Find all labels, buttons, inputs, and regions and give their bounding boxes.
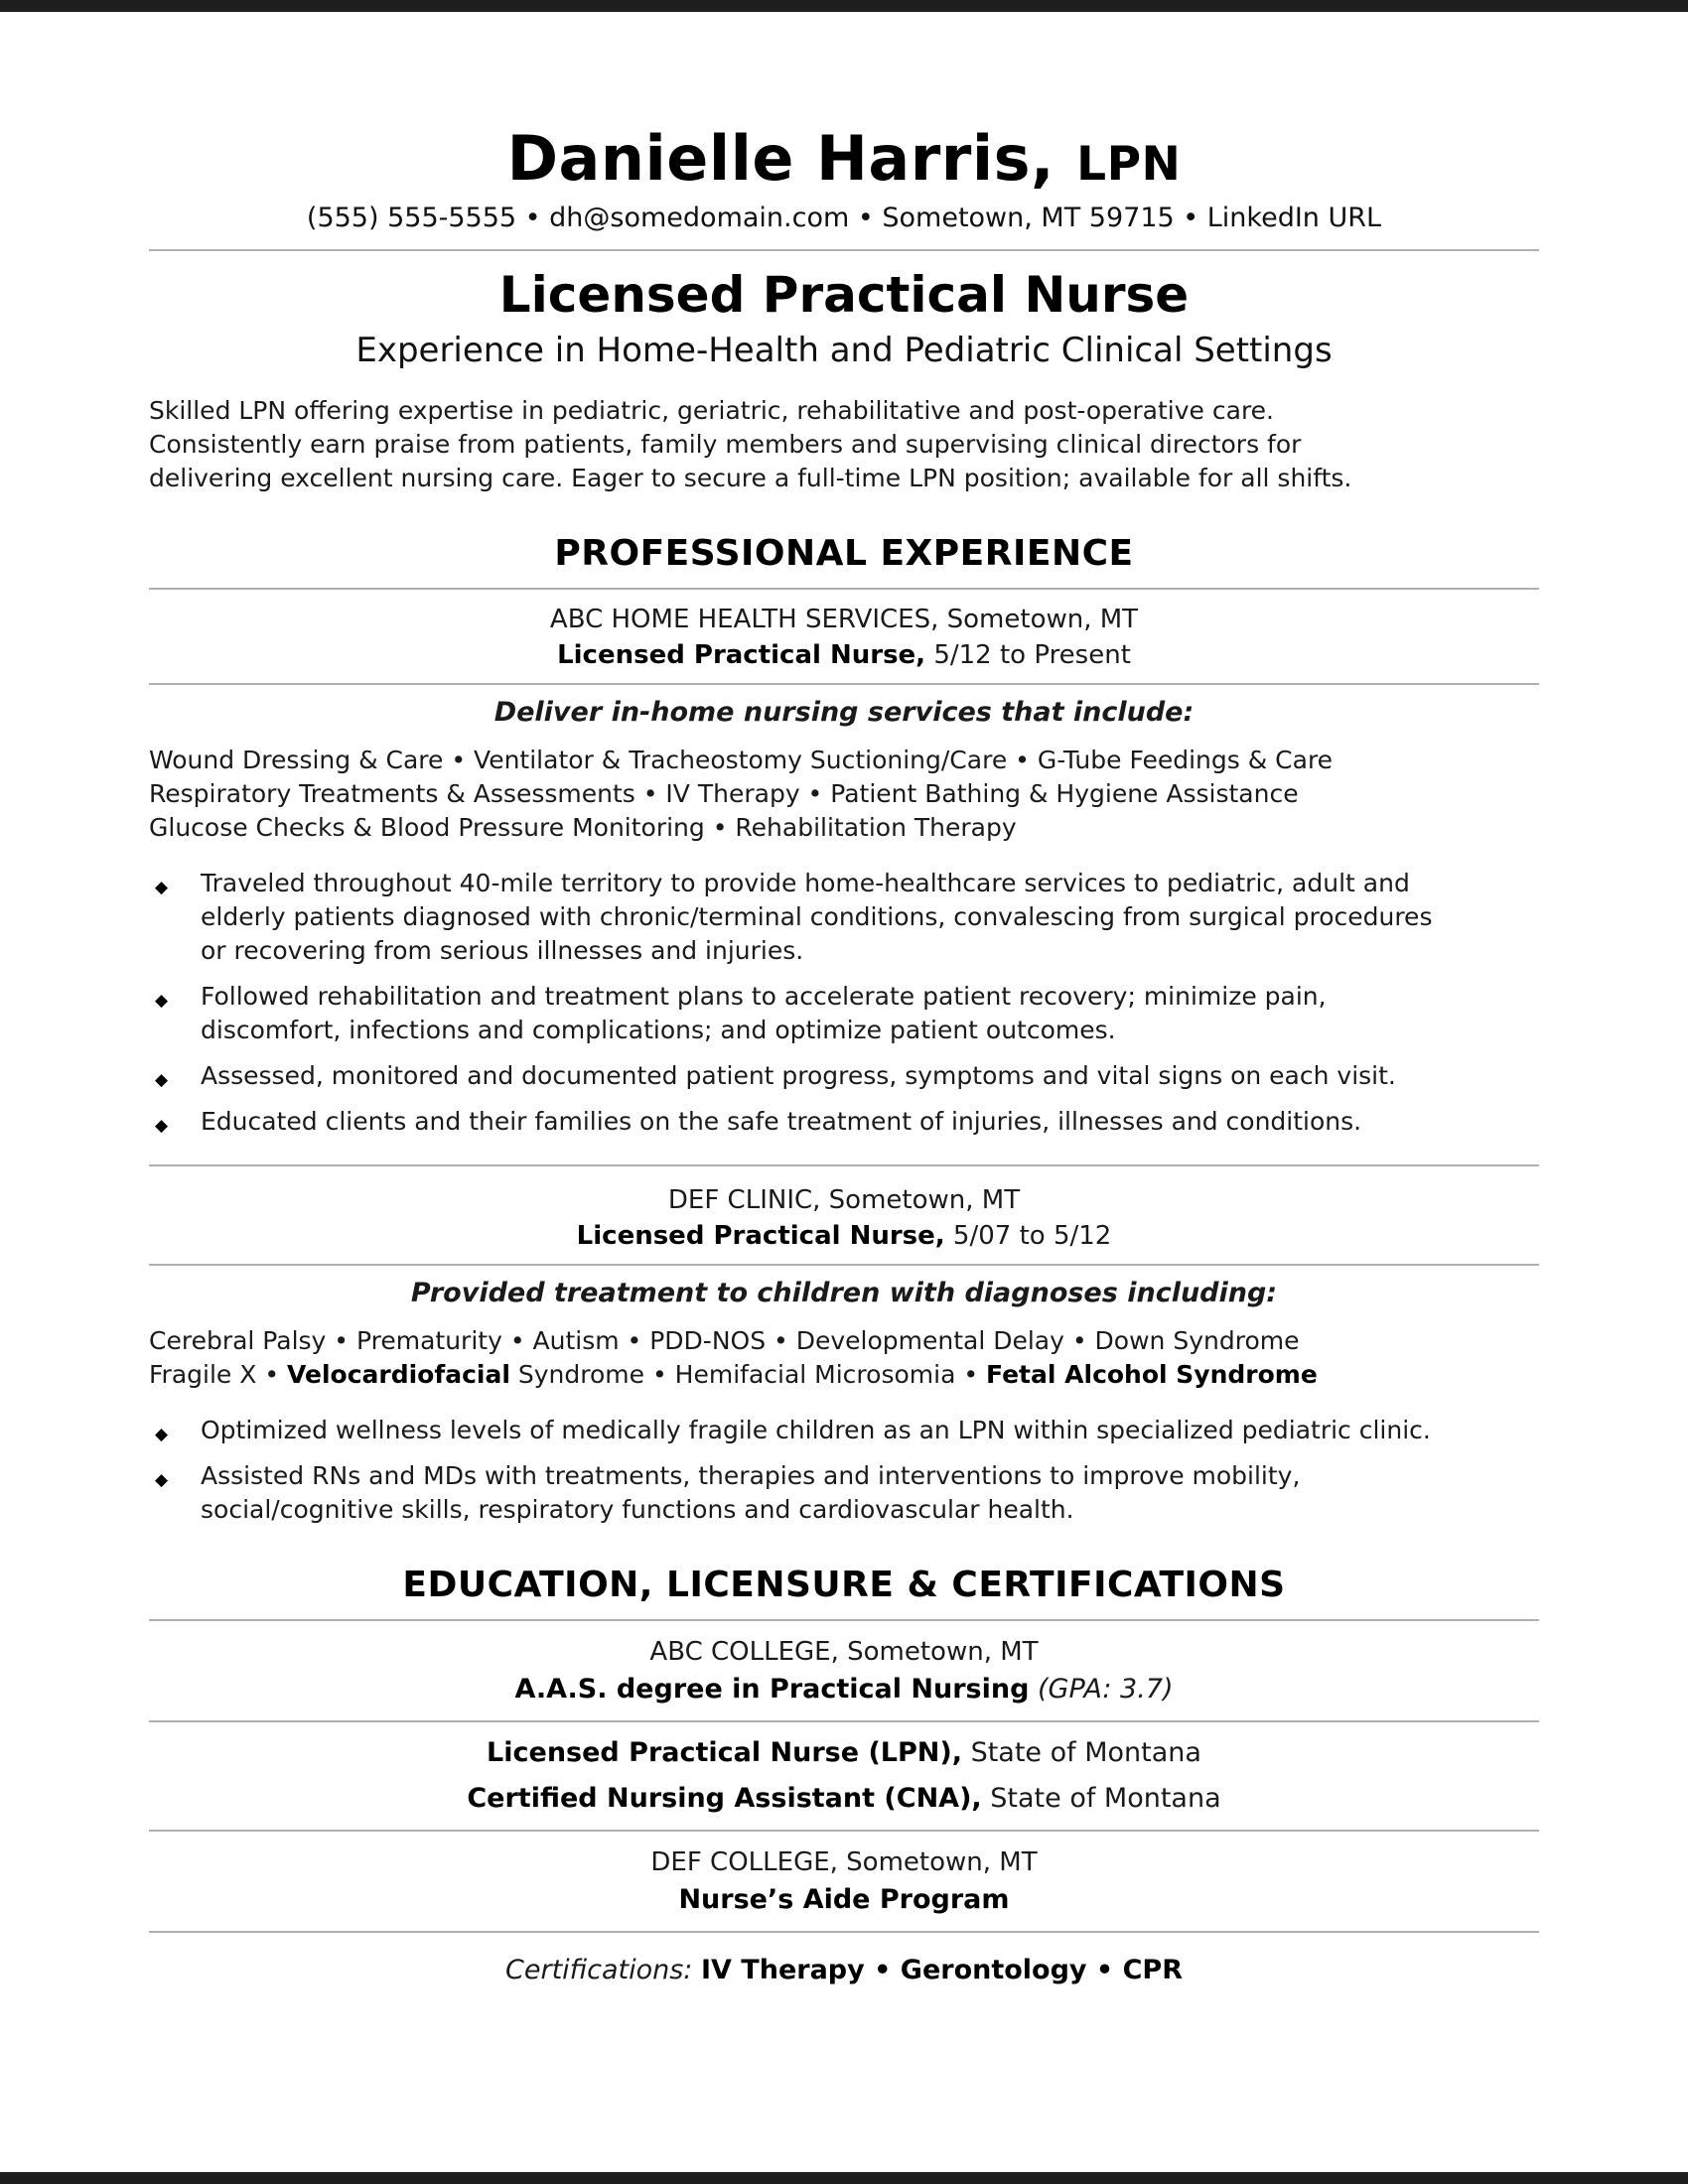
degree-line [149, 1671, 1539, 1708]
diamond-bullet-icon: ◆ [155, 877, 169, 897]
bullet-text: Assessed, monitored and documented patient progress, symptoms and vital signs on each visit. [201, 1060, 1396, 1090]
job-title-line [149, 637, 1539, 673]
diamond-bullet-icon: ◆ [155, 1069, 169, 1090]
job-bullet-list [149, 867, 1539, 1139]
divider [149, 249, 1539, 251]
services-line: Respiratory Treatments & Assessments • IV Therapy • Patient Bathing & Hygiene Assistance [149, 778, 1299, 808]
page-top-border [0, 0, 1688, 12]
license-credential: Licensed Practical Nurse (LPN), [487, 1736, 962, 1768]
diagnoses-segment-bold: Velocardiofacial [287, 1359, 510, 1389]
college-name: DEF COLLEGE, Sometown, MT [650, 1846, 1038, 1877]
job-intro: Deliver in-home nursing services that include: [493, 696, 1195, 728]
diagnoses-line [149, 1358, 1539, 1392]
candidate-credential: LPN [1076, 137, 1182, 192]
resume-title: Licensed Practical Nurse [498, 266, 1190, 325]
diamond-bullet-icon: ◆ [155, 990, 169, 1011]
divider [149, 1619, 1539, 1621]
experience-bullet [149, 1105, 1460, 1139]
licenses-block [149, 1734, 1539, 1818]
contact-line: (555) 555-5555 • dh@somedomain.com • Sometown, MT 59715 • LinkedIn URL [306, 203, 1382, 234]
bullet-text: Traveled throughout 40-mile territory to provide home-healthcare services to pediatric, adult and elderly patients diagnosed with chronic/terminal conditions, convalescing from surgical procedures or recovering from serious illnesses and injuries. [201, 868, 1433, 965]
job-intro: Provided treatment to children with diagnoses including: [410, 1277, 1278, 1308]
divider [149, 1931, 1539, 1933]
education-heading: EDUCATION, LICENSURE & CERTIFICATIONS [402, 1564, 1286, 1605]
page-bottom-border [0, 2172, 1688, 2184]
services-line: Wound Dressing & Care • Ventilator & Tracheostomy Suctioning/Care • G-Tube Feedings & Care [149, 745, 1334, 774]
job-dates: 5/07 to 5/12 [952, 1220, 1112, 1251]
divider [149, 683, 1539, 685]
license-credential: Certified Nursing Assistant (CNA), [467, 1782, 982, 1814]
experience-bullet [149, 1414, 1460, 1447]
education-section [149, 1633, 1539, 1985]
bullet-text: Optimized wellness levels of medically fragile children as an LPN within specialized pediatric clinic. [201, 1415, 1431, 1444]
bullet-text: Assisted RNs and MDs with treatments, therapies and interventions to improve mobility, social/cognitive skills, respiratory functions and cardiovascular health. [201, 1460, 1301, 1524]
diagnoses-segment: Fragile X • [149, 1359, 288, 1389]
experience-bullet [149, 980, 1460, 1047]
job-header [149, 1182, 1539, 1254]
diagnoses-list [149, 1324, 1539, 1392]
job-title: Licensed Practical Nurse, [557, 639, 926, 670]
divider [149, 1164, 1539, 1166]
diagnoses-segment-bold: Fetal Alcohol Syndrome [986, 1359, 1318, 1389]
college-name: ABC COLLEGE, Sometown, MT [649, 1636, 1039, 1667]
experience-bullet [149, 867, 1460, 968]
experience-heading: PROFESSIONAL EXPERIENCE [554, 532, 1134, 574]
divider [149, 1830, 1539, 1832]
certifications-line [149, 1955, 1539, 1985]
program-name: Nurse’s Aide Program [678, 1883, 1010, 1915]
degree-name: A.A.S. degree in Practical Nursing [514, 1673, 1030, 1705]
experience-bullet [149, 1059, 1460, 1093]
job-title-line [149, 1218, 1539, 1254]
divider [149, 1264, 1539, 1266]
license-issuer: State of Montana [990, 1782, 1221, 1814]
certifications-items: IV Therapy • Gerontology • CPR [700, 1954, 1183, 1985]
employer-name: ABC HOME HEALTH SERVICES, Sometown, MT [549, 604, 1139, 634]
license-issuer: State of Montana [970, 1736, 1201, 1768]
job-2 [149, 1182, 1539, 1527]
employer-name: DEF CLINIC, Sometown, MT [667, 1184, 1021, 1215]
candidate-name-text: Danielle Harris, [506, 122, 1055, 195]
bullet-text: Educated clients and their families on the safe treatment of injuries, illnesses and conditions. [201, 1106, 1362, 1136]
summary-line: Skilled LPN offering expertise in pediatric, geriatric, rehabilitative and post-operative care. [149, 395, 1274, 425]
job-bullet-list [149, 1414, 1539, 1527]
degree-gpa: (GPA: 3.7) [1038, 1673, 1174, 1705]
diamond-bullet-icon: ◆ [155, 1424, 169, 1444]
experience-bullet [149, 1459, 1460, 1527]
certifications-label: Certifications: [505, 1954, 693, 1985]
diagnoses-line: Cerebral Palsy • Prematurity • Autism • PDD-NOS • Developmental Delay • Down Syndrome [149, 1325, 1300, 1355]
headline-section [149, 267, 1539, 370]
diamond-bullet-icon: ◆ [155, 1469, 169, 1490]
license-line [149, 1734, 1539, 1772]
services-line: Glucose Checks & Blood Pressure Monitoring • Rehabilitation Therapy [149, 812, 1017, 842]
summary-line: delivering excellent nursing care. Eager to secure a full-time LPN position; available for all shifts. [149, 463, 1352, 492]
services-list [149, 744, 1539, 845]
diagnoses-segment: Syndrome • Hemifacial Microsomia • [509, 1359, 987, 1389]
candidate-name [149, 122, 1539, 195]
diamond-bullet-icon: ◆ [155, 1115, 169, 1136]
job-1 [149, 602, 1539, 1139]
job-header [149, 602, 1539, 673]
summary-line: Consistently earn praise from patients, family members and supervising clinical directors for [149, 429, 1302, 459]
job-dates: 5/12 to Present [933, 639, 1131, 670]
license-line [149, 1780, 1539, 1818]
resume-header [149, 122, 1539, 234]
divider [149, 1720, 1539, 1722]
summary-section [149, 394, 1539, 495]
resume-subtitle: Experience in Home-Health and Pediatric Clinical Settings [355, 330, 1333, 370]
bullet-text: Followed rehabilitation and treatment plans to accelerate patient recovery; minimize pain, discomfort, infections and complications; and optimize patient outcomes. [201, 981, 1327, 1044]
divider [149, 588, 1539, 590]
job-title: Licensed Practical Nurse, [576, 1220, 945, 1251]
